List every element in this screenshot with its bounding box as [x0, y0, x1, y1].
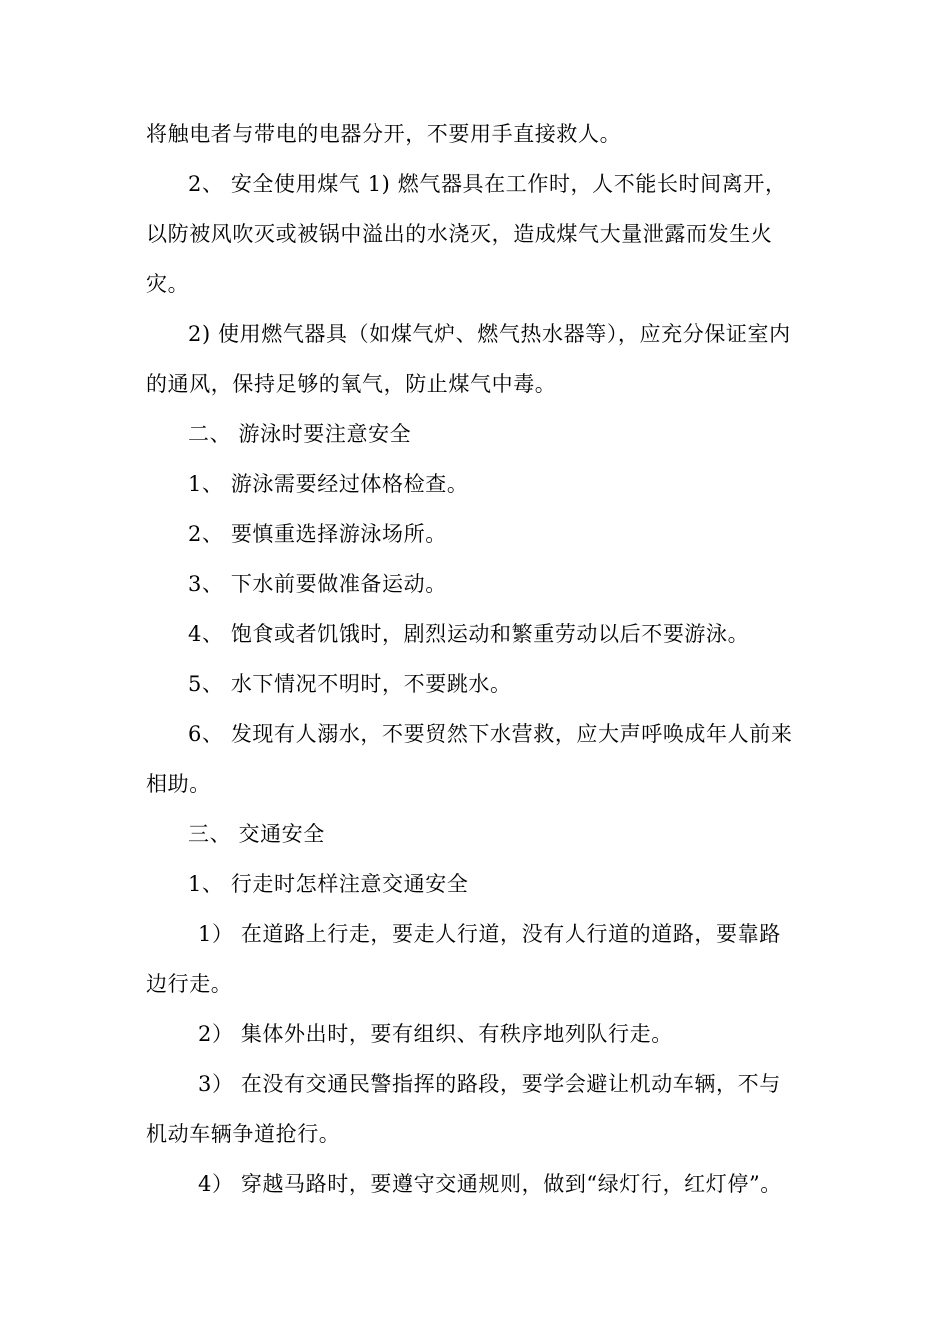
- list-item: 3） 在没有交通民警指挥的路段，要学会避让机动车辆，不与: [198, 1072, 781, 1096]
- text-line: 2、 安全使用煤气 1) 燃气器具在工作时，人不能长时间离开，: [188, 172, 787, 196]
- list-item: 1、 游泳需要经过体格检查。: [188, 472, 469, 496]
- list-item: 3、 下水前要做准备运动。: [188, 572, 447, 596]
- list-item: 1、 行走时怎样注意交通安全: [188, 872, 469, 896]
- list-item: 1） 在道路上行走，要走人行道，没有人行道的道路，要靠路: [198, 922, 781, 946]
- text-line: 以防被风吹灭或被锅中溢出的水浇灭，造成煤气大量泄露而发生火: [146, 222, 773, 246]
- list-item: 5、 水下情况不明时，不要跳水。: [188, 672, 512, 696]
- list-item: 6、 发现有人溺水，不要贸然下水营救，应大声呼唤成年人前来: [188, 722, 793, 746]
- text-line: 相助。: [146, 772, 211, 796]
- list-item: 4、 饱食或者饥饿时，剧烈运动和繁重劳动以后不要游泳。: [188, 622, 750, 646]
- text-line: 机动车辆争道抢行。: [146, 1122, 341, 1146]
- list-item: 2、 要慎重选择游泳场所。: [188, 522, 447, 546]
- list-item: 2） 集体外出时，要有组织、有秩序地列队行走。: [198, 1022, 673, 1046]
- section-heading: 三、 交通安全: [188, 822, 325, 846]
- text-line: 边行走。: [146, 972, 233, 996]
- list-item: 4） 穿越马路时，要遵守交通规则，做到“绿灯行，红灯停”。: [198, 1172, 782, 1196]
- text-line: 灾。: [146, 272, 190, 296]
- section-heading: 二、 游泳时要注意安全: [188, 422, 412, 446]
- text-line: 的通风，保持足够的氧气，防止煤气中毒。: [146, 372, 557, 396]
- text-line: 2) 使用燃气器具（如煤气炉、燃气热水器等），应充分保证室内: [188, 322, 791, 346]
- text-line: 将触电者与带电的电器分开，不要用手直接救人。: [146, 122, 622, 146]
